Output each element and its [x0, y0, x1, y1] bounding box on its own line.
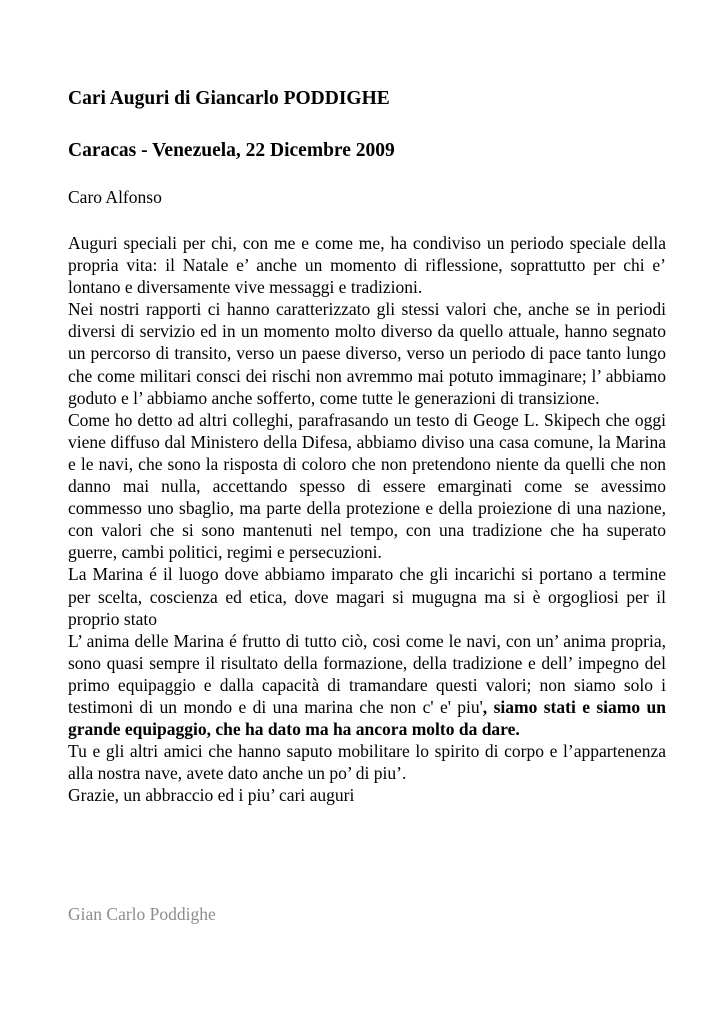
paragraph-3: Come ho detto ad altri colleghi, parafrasando un testo di Geoge L. Skipech che oggi viene diffuso dal Ministero della Difesa, abbiamo diviso una casa comune, la Marina e le navi, che sono la risposta di coloro che non pretendono niente da quelli che non danno mai nulla, accettando spesso di essere emarginati come se avessimo commesso uno sbaglio, ma parte della protezione e della proiezione di una nazione, con valori che si sono mantenuti nel tempo, con una tradizione che ha superato guerre, cambi politici, regimi e persecuzioni.: [68, 409, 666, 563]
letter-body: [68, 232, 666, 806]
letter-closing: Grazie, un abbraccio ed i piu’ cari auguri: [68, 785, 355, 806]
paragraph-5-text: L’ anima delle Marina é frutto di tutto ciò, cosi come le navi, con un’ anima propria, sono quasi sempre il risultato della formazione, della tradizione e dell’ impegno del primo equipaggio e dalla capacità di tramandare questi valori; non siamo solo i testimoni di un mondo e di una marina che non c' e' piu': [68, 630, 666, 717]
paragraph-6: Tu e gli altri amici che hanno saputo mobilitare lo spirito di corpo e l’appartenenza alla nostra nave, avete dato anche un po’ di piu’.: [68, 741, 666, 784]
letter-place-date: Caracas - Venezuela, 22 Dicembre 2009: [68, 140, 395, 161]
paragraph-5: [68, 630, 666, 740]
paragraph-2: Nei nostri rapporti ci hanno caratterizzato gli stessi valori che, anche se in periodi diversi di servizio ed in un momento molto diverso da quello attuale, hanno segnato un percorso di transito, verso un paese diverso, verso un periodo di pace tanto lungo che come militari consci dei rischi non avremmo mai potuto immaginare; l’ abbiamo goduto e l’ abbiamo anche sofferto, come tutte le generazioni di transizione.: [68, 299, 666, 408]
letter-signature: Gian Carlo Poddighe: [68, 904, 216, 924]
paragraph-5-bold-text: , siamo stati e siamo un grande equipaggio, che ha dato ma ha ancora molto da dare.: [68, 696, 666, 740]
paragraph-1: Auguri speciali per chi, con me e come me, ha condiviso un periodo speciale della propria vita: il Natale e’ anche un momento di riflessione, soprattutto per chi e’ lontano e diversamente vive messaggi e tradizioni.: [68, 233, 666, 298]
letter-title: Cari Auguri di Giancarlo PODDIGHE: [68, 88, 390, 109]
paragraph-4: La Marina é il luogo dove abbiamo imparato che gli incarichi si portano a termine per scelta, coscienza ed etica, dove magari si mugugna ma si è orgogliosi per il proprio stato: [68, 564, 666, 629]
letter-greeting: Caro Alfonso: [68, 187, 162, 207]
